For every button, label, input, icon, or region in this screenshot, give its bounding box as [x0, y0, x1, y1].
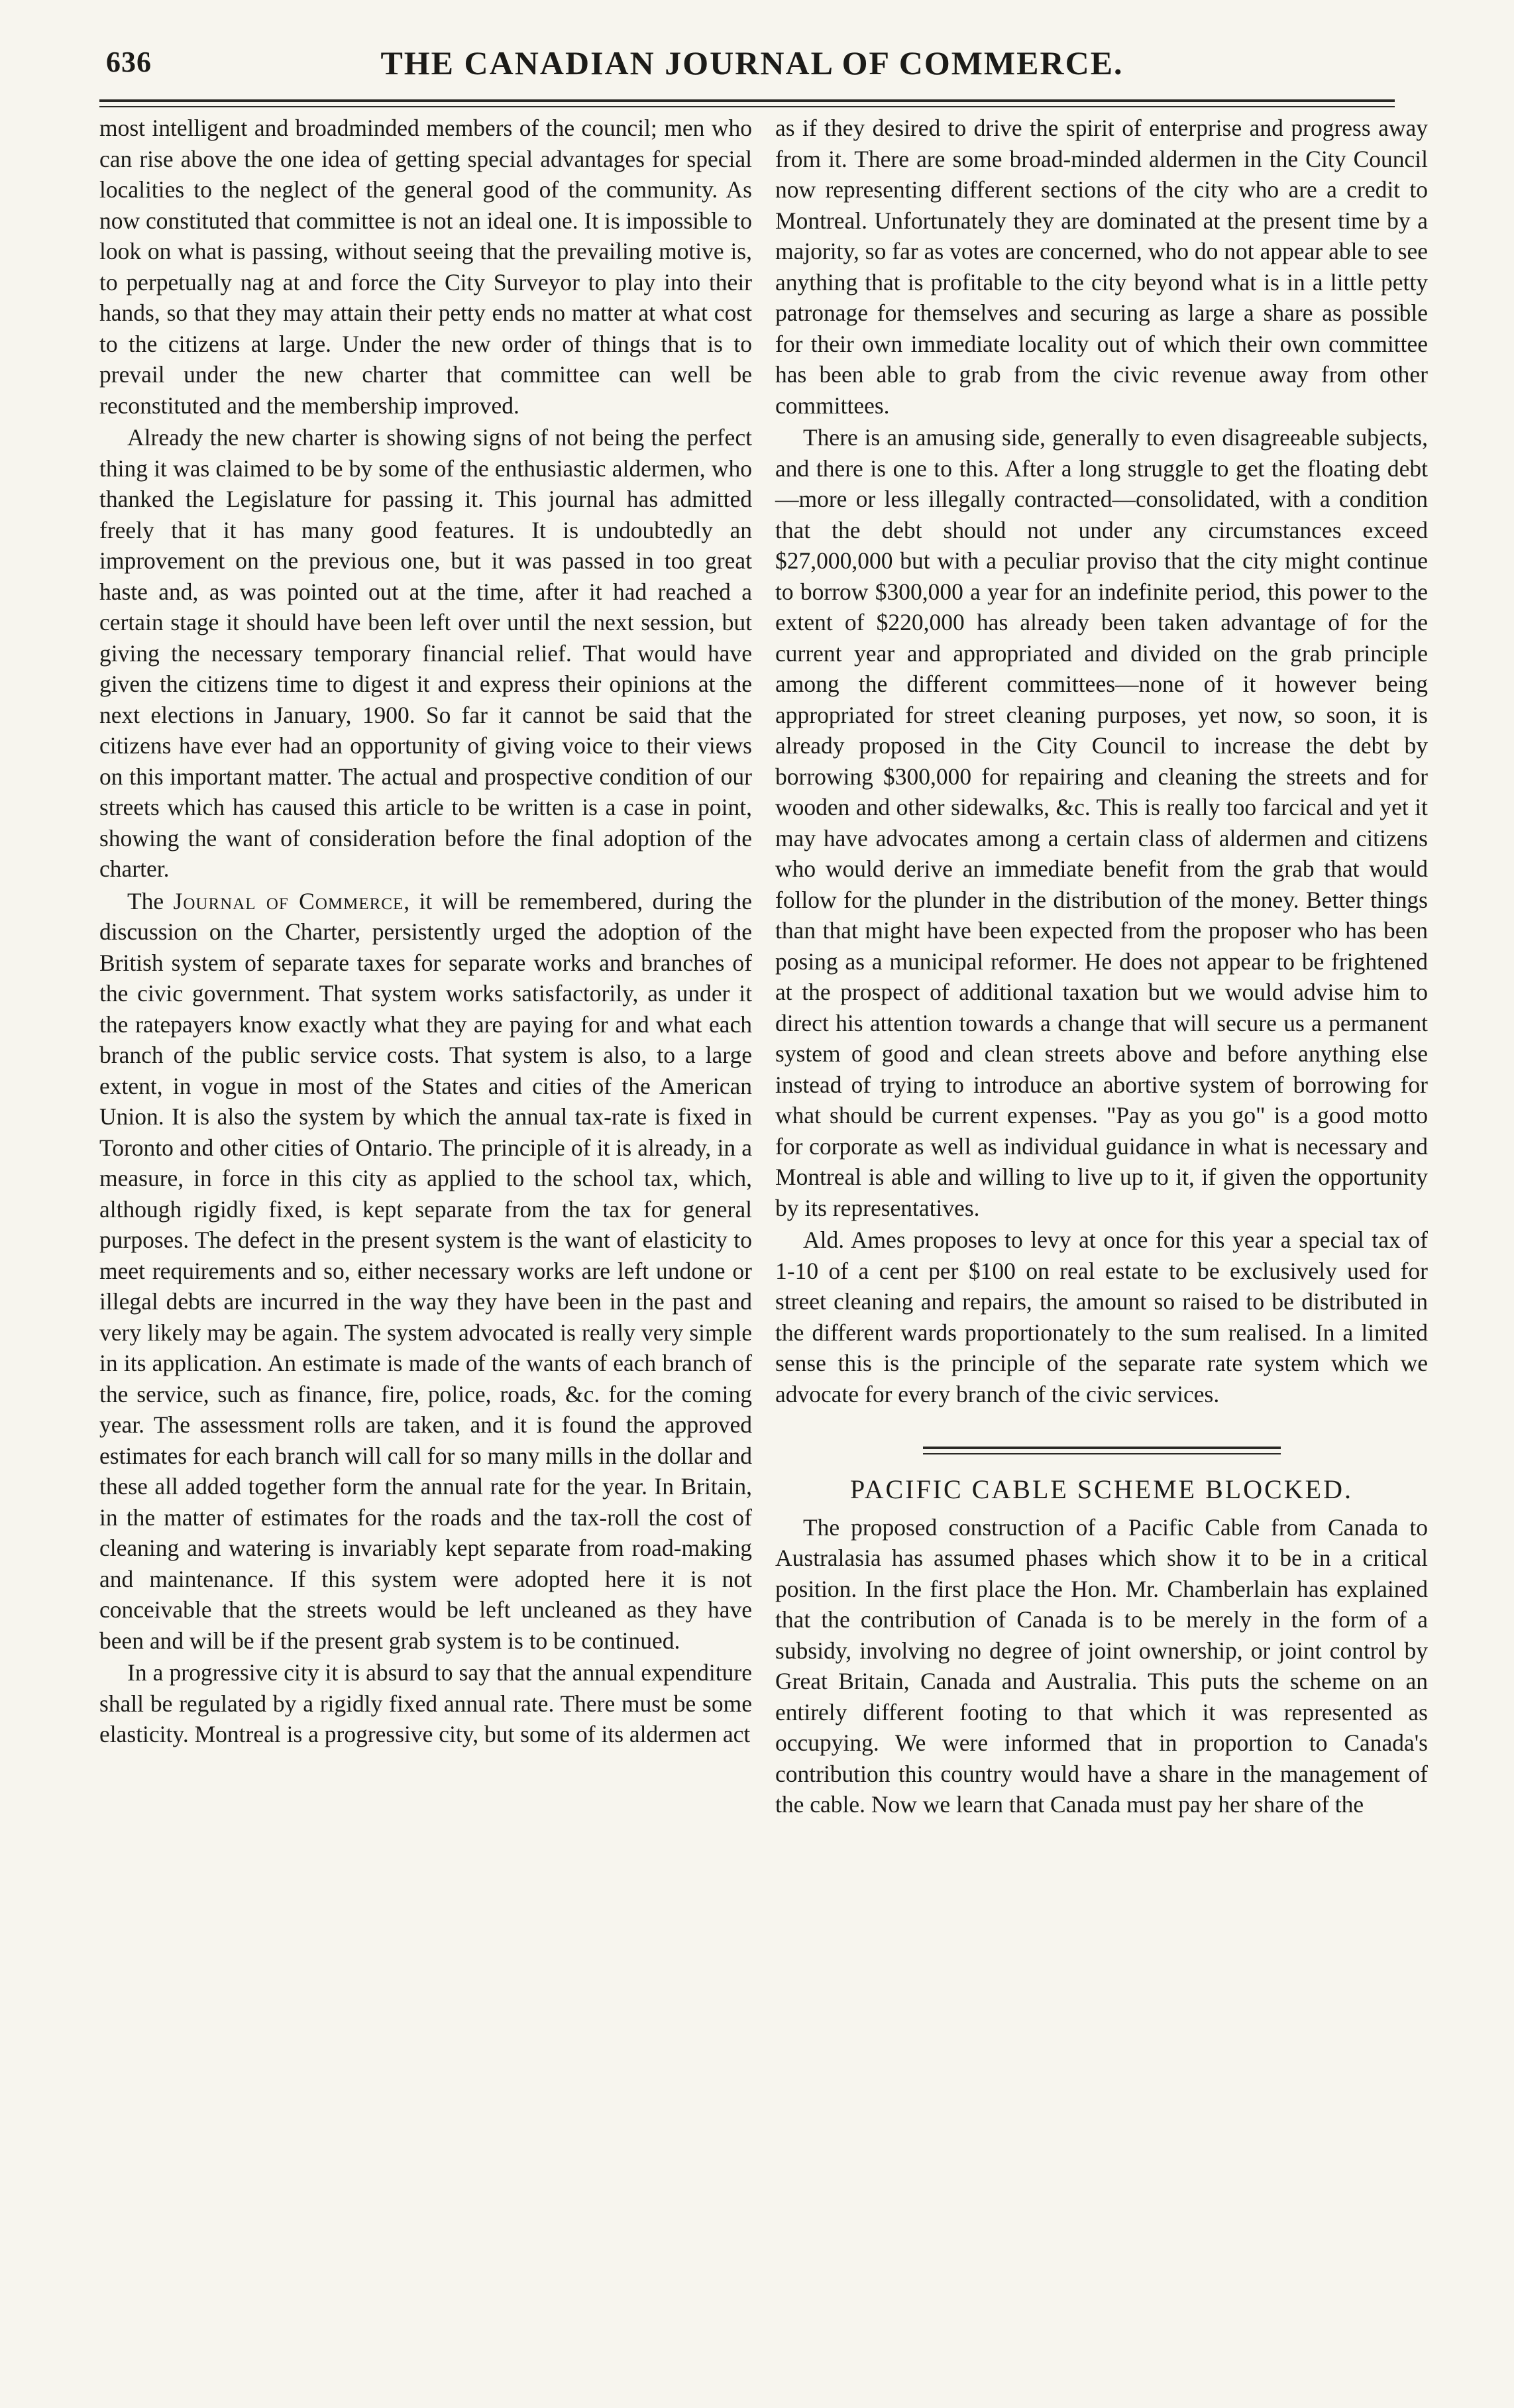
page-header [106, 38, 1398, 98]
page-number: 636 [106, 46, 152, 78]
header-rule-thin [99, 106, 1395, 107]
left-paragraph-3 [99, 886, 752, 1657]
left-column [99, 113, 752, 1751]
header-rule [99, 99, 1395, 102]
section-heading: PACIFIC CABLE SCHEME BLOCKED. [850, 1474, 1353, 1504]
left-paragraph-1: most intelligent and broadminded members of the council; men who can rise above the one idea of getting special advantages for special localities to the neglect of the general good of the community. As now constituted that committee is not an ideal one. It is impossible to look on what is passing, without seeing that the prevailing motive is, to perpetually nag at and force the City Surveyor to play into their hands, so that they may attain their petty ends no matter at what cost to the citizens at large. Under the new order of things that is to prevail under the new charter that committee can well be reconstituted and the membership improved. [99, 115, 752, 419]
left-paragraph-2: Already the new charter is showing signs of not being the perfect thing it was claimed to be by some of the enthusiastic aldermen, who thanked the Legislature for passing it. This journal has admitted freely that it has many good features. It is undoubtedly an improvement on the previous one, but it was passed in too great haste and, as was pointed out at the time, after it had reached a certain stage it should have been left over until the next session, but giving the necessary temporary financial relief. That would have given the citizens time to digest it and express their opinions at the next elections in January, 1900. So far it cannot be said that the citizens have ever had an opportunity of giving voice to their views on this important matter. The actual and prospective condition of our streets which has caused this article to be written is a case in point, showing the want of consideration before the final adoption of the charter. [99, 424, 752, 882]
right-column [775, 113, 1428, 1822]
right-paragraph-4: The proposed construction of a Pacific Cable from Canada to Australasia has assumed phases which show it to be in a critical position. In the first place the Hon. Mr. Chamberlain has explained that the contribution of Canada is to be merely in the form of a subsidy, involving no degree of joint ownership, or joint control by Great Britain, Canada and Australia. This puts the scheme on an entirely different footing to that which it was represented as occupying. We were informed that in proportion to Canada's contribution this country would have a share in the management of the cable. Now we learn that Canada must pay her share of the [775, 1513, 1428, 1818]
left-paragraph-3-prefix: The [127, 887, 164, 914]
left-paragraph-4: In a progressive city it is absurd to say that the annual expenditure shall be regulated by a rigidly fixed annual rate. There must be some elasticity. Montreal is a progressive city, but some of its aldermen act [99, 1659, 752, 1747]
section-divider-thin [923, 1453, 1281, 1454]
journal-title: THE CANADIAN JOURNAL OF COMMERCE. [380, 44, 1124, 82]
journal-name-smallcaps: Journal of Commerce [173, 887, 404, 914]
left-paragraph-3-rest: , it will be remembered, during the discussion on the Charter, persistently urged the adoption of the British system of separate taxes for separate works and branches of the civic government. That system works satisfactorily, as under it the ratepayers know exactly what they are paying for and what each branch of the public service costs. That system is also, to a large extent, in vogue in most of the States and cities of the American Union. It is also the system by which the annual tax-rate is fixed in Toronto and other cities of Ontario. The principle of it is already, in a measure, in force in this city as applied to the school tax, which, although rigidly fixed, is kept separate from the tax for general purposes. The defect in the present system is the want of elasticity to meet requirements and so, either necessary works are left undone or illegal debts are incurred in the way they have been in the past and very likely may be again. The system advocated is really very simple in its application. An estimate is made of the wants of each branch of the service, such as finance, fire, police, roads, &c. for the coming year. The assessment rolls are taken, and it is found the approved estimates for each branch will call for so many mills in the dollar and these all added together form the annual rate for the year. In Britain, in the matter of estimates for the roads and the tax-roll the cost of cleaning and watering is invariably kept separate from road-making and maintenance. If this system were adopted here it is not conceivable that the streets would be left uncleaned as they have been and will be if the present grab system is to be continued. [99, 887, 752, 1654]
right-paragraph-3: Ald. Ames proposes to levy at once for this year a special tax of 1-10 of a cent per $100 on real estate to be exclusively used for street cleaning and repairs, the amount so raised to be distributed in the different wards proportionately to the sum realised. In a limited sense this is the principle of the separate rate system which we advocate for every branch of the civic services. [775, 1227, 1428, 1407]
section-divider [923, 1447, 1281, 1449]
right-paragraph-2: There is an amusing side, generally to even disagreeable subjects, and there is one to this. After a long struggle to get the floating debt—more or less illegally contracted—consolidated, with a condition that the debt should not under any circumstances exceed $27,000,000 but with a peculiar proviso that the city might continue to borrow $300,000 a year for an indefinite period, this power to the extent of $220,000 has already been taken advantage of for the current year and appropriated and divided on the grab principle among the different committees—none of it however being appropriated for street cleaning purposes, yet now, so soon, it is already proposed in the City Council to increase the debt by borrowing $300,000 for repairing and cleaning the streets and for wooden and other sidewalks, &c. This is really too farcical and yet it may have advocates among a certain class of aldermen and citizens who would derive an immediate benefit from the grab that would follow for the plunder in the distribution of the money. Better things than that might have been expected from the proposer who has been posing as a municipal reformer. He does not appear to be frightened at the prospect of additional taxation but we would advise him to direct his attention towards a change that will secure us a permanent system of good and clean streets above and before anything else instead of trying to introduce an abortive system of borrowing for what should be current expenses. "Pay as you go" is a good motto for corporate as well as individual guidance in what is necessary and Montreal is able and willing to live up to it, if given the opportunity by its representatives. [775, 424, 1428, 1221]
right-paragraph-1: as if they desired to drive the spirit of enterprise and progress away from it. There are some broad-minded aldermen in the City Council now representing different sections of the city who are a credit to Montreal. Unfortunately they are dominated at the present time by a majority, so far as votes are concerned, who do not appear able to see anything that is profitable to the city beyond what is in a little petty patronage for themselves and securing as large a share as possible for their own immediate locality out of which their own committee has been able to grab from the civic revenue away from other committees. [775, 115, 1428, 419]
